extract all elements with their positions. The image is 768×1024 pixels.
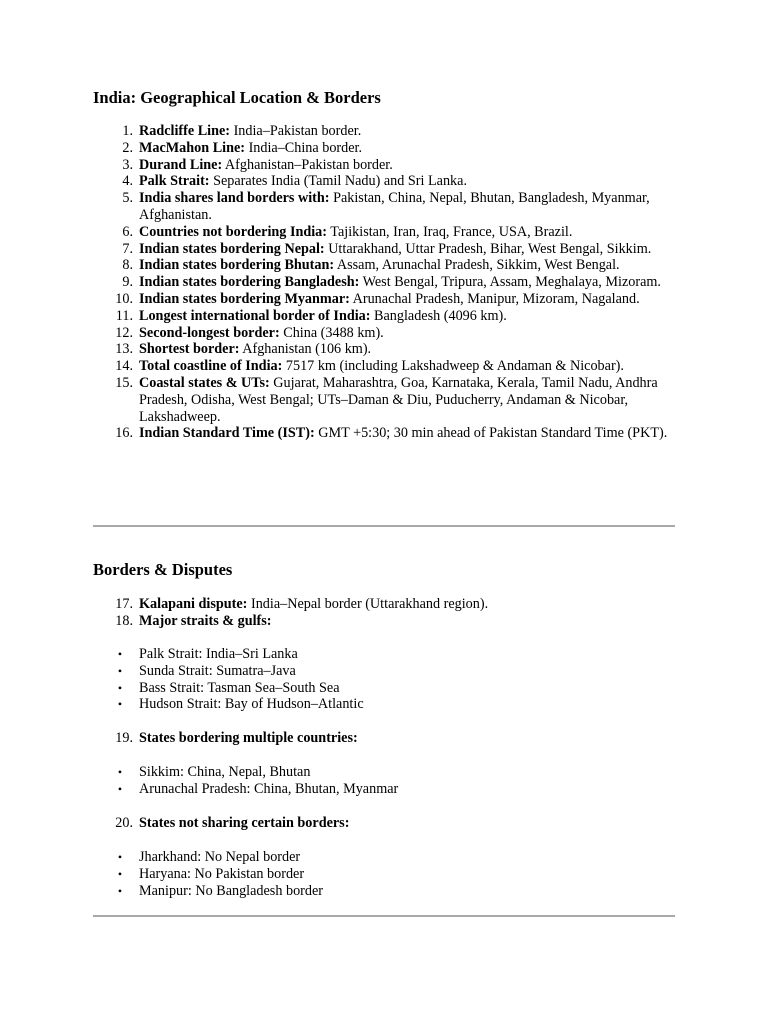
item-number: 5. bbox=[122, 190, 133, 207]
list-item bbox=[122, 156, 679, 174]
horizontal-divider bbox=[93, 915, 675, 917]
bullet-icon: • bbox=[117, 765, 123, 779]
item-text: Uttarakhand, Uttar Pradesh, Bihar, West Bengal, Sikkim. bbox=[324, 240, 652, 257]
list-item bbox=[122, 190, 679, 224]
list-item bbox=[122, 139, 679, 157]
item-number: 19. bbox=[115, 730, 133, 746]
item-number: 18. bbox=[115, 612, 133, 629]
bullet-icon: • bbox=[117, 697, 123, 712]
bullet-text: Haryana: No Pakistan border bbox=[139, 865, 305, 882]
item-text: India–Pakistan border. bbox=[230, 123, 362, 139]
item-text: Afghanistan (106 km). bbox=[239, 341, 372, 358]
list-item bbox=[115, 596, 679, 613]
item-label: States not sharing certain borders: bbox=[139, 815, 350, 831]
bullet-icon: • bbox=[117, 866, 123, 881]
bullet-list bbox=[117, 764, 679, 798]
item-number: 15. bbox=[115, 374, 133, 391]
bullet-text: Arunachal Pradesh: China, Bhutan, Myanmar bbox=[139, 780, 399, 797]
bullet-item bbox=[117, 882, 679, 900]
bullet-icon: • bbox=[117, 850, 123, 864]
bullet-list bbox=[117, 849, 679, 899]
list-item bbox=[115, 815, 679, 832]
bullet-icon: • bbox=[117, 663, 123, 678]
item-text: Assam, Arunachal Pradesh, Sikkim, West Bengal. bbox=[334, 257, 620, 274]
item-number: 9. bbox=[122, 274, 133, 291]
bullet-item bbox=[117, 646, 679, 663]
bullet-text: Sunda Strait: Sumatra–Java bbox=[139, 662, 296, 679]
bullet-text: Hudson Strait: Bay of Hudson–Atlantic bbox=[139, 696, 364, 713]
item-label: Indian states bordering Bangladesh: bbox=[139, 274, 360, 291]
bullet-list bbox=[117, 646, 679, 713]
list-item bbox=[115, 290, 679, 308]
numbered-list bbox=[115, 123, 679, 442]
item-number: 3. bbox=[122, 156, 133, 173]
item-text: Separates India (Tamil Nadu) and Sri Lanka. bbox=[209, 173, 467, 190]
item-label: MacMahon Line: bbox=[139, 139, 246, 156]
item-text: Tajikistan, Iran, Iraq, France, USA, Brazil. bbox=[327, 223, 573, 240]
item-number: 2. bbox=[122, 139, 133, 156]
item-text: Gujarat, Maharashtra, Goa, Karnataka, Kerala, Tamil Nadu, Andhra Pradesh, Odisha, West Bengal; UTs–Daman & Diu, Puducherry, Andaman & Nicobar, Lakshadweep. bbox=[139, 374, 658, 425]
item-label: Kalapani dispute: bbox=[139, 596, 248, 612]
list-item bbox=[115, 358, 679, 375]
horizontal-divider bbox=[93, 525, 675, 527]
bullet-text: Sikkim: China, Nepal, Bhutan bbox=[139, 764, 311, 780]
item-text: Arunachal Pradesh, Manipur, Mizoram, Nagaland. bbox=[349, 290, 640, 307]
list-item bbox=[115, 324, 679, 342]
bullet-icon: • bbox=[117, 781, 123, 796]
bullet-item bbox=[117, 780, 679, 798]
bullet-icon: • bbox=[117, 647, 123, 661]
item-label: Longest international border of India: bbox=[139, 307, 371, 324]
list-item bbox=[115, 730, 679, 747]
item-number: 10. bbox=[115, 290, 133, 307]
bullet-icon: • bbox=[117, 680, 123, 695]
item-number: 4. bbox=[122, 173, 133, 190]
list-item bbox=[122, 173, 679, 190]
item-text: India–Nepal border (Uttarakhand region). bbox=[247, 596, 489, 612]
section-title: India: Geographical Location & Borders bbox=[93, 88, 381, 107]
item-number: 12. bbox=[115, 324, 133, 341]
section-title: Borders & Disputes bbox=[93, 560, 233, 579]
item-label: States bordering multiple countries: bbox=[139, 730, 358, 746]
item-label: Countries not bordering India: bbox=[139, 223, 328, 240]
list-item bbox=[122, 240, 679, 258]
bullet-text: Jharkhand: No Nepal border bbox=[139, 849, 301, 865]
item-number: 11. bbox=[115, 307, 133, 324]
item-label: Major straits & gulfs: bbox=[139, 612, 272, 629]
item-text: 7517 km (including Lakshadweep & Andaman & Nicobar). bbox=[282, 358, 624, 375]
item-label: Indian states bordering Myanmar: bbox=[139, 290, 350, 307]
item-text: India–China border. bbox=[245, 139, 363, 156]
numbered-list bbox=[115, 596, 679, 630]
numbered-list bbox=[115, 815, 679, 832]
item-label: Indian Standard Time (IST): bbox=[139, 425, 315, 442]
item-number: 20. bbox=[115, 815, 133, 831]
item-label: Second-longest border: bbox=[139, 324, 280, 341]
item-label: Durand Line: bbox=[139, 156, 223, 173]
bullet-item bbox=[117, 679, 679, 697]
list-item bbox=[122, 223, 679, 241]
bullet-item bbox=[117, 662, 679, 680]
item-number: 1. bbox=[122, 123, 133, 139]
item-number: 17. bbox=[115, 596, 133, 612]
item-number: 8. bbox=[122, 257, 133, 274]
bullet-item bbox=[117, 865, 679, 883]
item-text: Afghanistan–Pakistan border. bbox=[222, 156, 393, 173]
bullet-icon: • bbox=[117, 883, 123, 898]
bullet-item bbox=[117, 764, 679, 781]
list-item bbox=[122, 257, 679, 274]
item-number: 6. bbox=[122, 223, 133, 240]
list-item bbox=[115, 425, 679, 442]
numbered-list bbox=[115, 730, 679, 747]
bullet-item bbox=[117, 849, 679, 866]
item-label: Indian states bordering Bhutan: bbox=[139, 257, 335, 274]
list-item bbox=[115, 341, 679, 358]
item-label: India shares land borders with: bbox=[139, 190, 330, 207]
item-label: Shortest border: bbox=[139, 341, 240, 358]
item-label: Total coastline of India: bbox=[139, 358, 283, 375]
item-text: Pakistan, China, Nepal, Bhutan, Bangladesh, Myanmar, Afghanistan. bbox=[139, 190, 650, 223]
bullet-text: Manipur: No Bangladesh border bbox=[139, 882, 324, 899]
bullet-text: Bass Strait: Tasman Sea–South Sea bbox=[139, 679, 340, 696]
item-number: 16. bbox=[115, 425, 133, 442]
list-item bbox=[122, 274, 679, 291]
list-item bbox=[122, 123, 679, 140]
item-text: China (3488 km). bbox=[279, 324, 384, 341]
bullet-item bbox=[117, 696, 679, 713]
item-number: 13. bbox=[115, 341, 133, 358]
bullet-text: Palk Strait: India–Sri Lanka bbox=[139, 646, 298, 662]
item-label: Palk Strait: bbox=[139, 173, 210, 190]
list-item bbox=[115, 307, 679, 325]
item-text: West Bengal, Tripura, Assam, Meghalaya, Mizoram. bbox=[359, 274, 661, 291]
item-label: Indian states bordering Nepal: bbox=[139, 240, 325, 257]
item-text: Bangladesh (4096 km). bbox=[370, 307, 507, 324]
item-text: GMT +5:30; 30 min ahead of Pakistan Standard Time (PKT). bbox=[314, 425, 668, 442]
item-number: 14. bbox=[115, 358, 133, 375]
item-number: 7. bbox=[122, 240, 133, 257]
item-label: Radcliffe Line: bbox=[139, 123, 231, 139]
list-item bbox=[115, 374, 679, 425]
item-label: Coastal states & UTs: bbox=[139, 374, 270, 391]
list-item bbox=[115, 612, 679, 630]
